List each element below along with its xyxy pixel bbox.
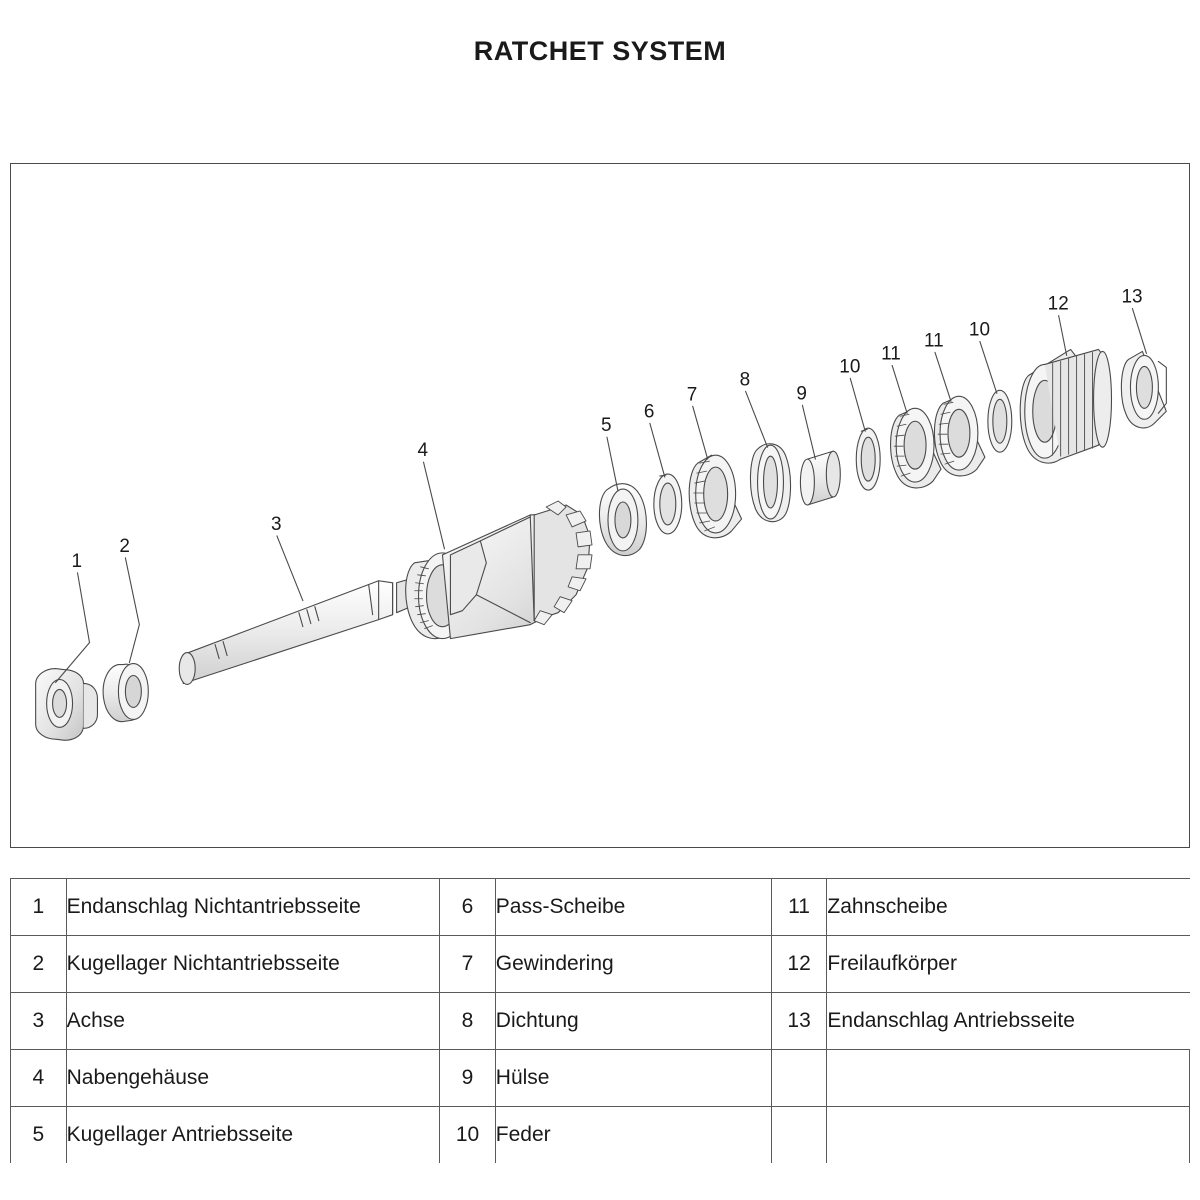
exploded-view-drawing <box>11 164 1189 847</box>
part-1-end-cap-nds <box>36 669 98 741</box>
legend-num: 9 <box>440 1050 496 1107</box>
callout-8: 8 <box>739 369 751 391</box>
legend-num: 3 <box>11 993 67 1050</box>
part-3-axle <box>179 579 410 685</box>
legend-blank-cell <box>827 1107 1190 1164</box>
table-row <box>11 1050 1190 1107</box>
table-row <box>11 993 1190 1050</box>
legend-num: 1 <box>11 879 67 936</box>
part-13-end-cap-ds <box>1121 351 1166 427</box>
legend-num: 7 <box>440 936 496 993</box>
part-6-shim-washer <box>654 474 682 534</box>
part-10-spring-b <box>988 390 1012 452</box>
part-4-hub-shell <box>406 501 592 639</box>
diagram-frame <box>10 163 1190 848</box>
callout-11-b: 11 <box>924 330 944 352</box>
legend-blank-cell <box>771 1050 827 1107</box>
legend-label: Achse <box>66 993 440 1050</box>
callout-4: 4 <box>417 440 429 462</box>
part-5-bearing-ds <box>599 484 646 556</box>
table-row <box>11 879 1190 936</box>
legend-label: Endanschlag Antriebsseite <box>827 993 1190 1050</box>
callout-2: 2 <box>119 535 130 557</box>
part-10-spring-a <box>856 428 880 490</box>
legend-label: Nabengehäuse <box>66 1050 440 1107</box>
legend-label: Pass-Scheibe <box>495 879 771 936</box>
part-11-ratchet-ring-a <box>891 408 941 488</box>
part-12-freehub-body <box>1020 349 1111 463</box>
callout-11-a: 11 <box>881 343 901 365</box>
parts-legend <box>10 878 1190 1163</box>
legend-blank-cell <box>771 1107 827 1164</box>
legend-label: Zahnscheibe <box>827 879 1190 936</box>
legend-num: 2 <box>11 936 67 993</box>
legend-num: 12 <box>771 936 827 993</box>
part-8-seal <box>750 444 790 522</box>
page-title: RATCHET SYSTEM <box>473 36 727 66</box>
legend-num: 6 <box>440 879 496 936</box>
legend-num: 10 <box>440 1107 496 1164</box>
callout-9: 9 <box>796 383 807 405</box>
part-7-threaded-ring <box>689 455 741 538</box>
legend-num: 8 <box>440 993 496 1050</box>
callout-1: 1 <box>71 550 83 572</box>
legend-label: Gewindering <box>495 936 771 993</box>
legend-blank-cell <box>827 1050 1190 1107</box>
legend-num: 13 <box>771 993 827 1050</box>
legend-label: Endanschlag Nichtantriebsseite <box>66 879 440 936</box>
legend-label: Kugellager Antriebsseite <box>66 1107 440 1164</box>
legend-label: Hülse <box>495 1050 771 1107</box>
callout-13: 13 <box>1121 286 1143 308</box>
table-row <box>11 936 1190 993</box>
part-2-bearing-nds <box>103 664 148 722</box>
callout-10-a: 10 <box>839 356 861 378</box>
part-11-ratchet-ring-b <box>934 396 984 476</box>
legend-num: 11 <box>771 879 827 936</box>
part-9-sleeve <box>800 451 840 505</box>
legend-label: Dichtung <box>495 993 771 1050</box>
legend-label: Freilaufkörper <box>827 936 1190 993</box>
legend-label: Kugellager Nichtantriebsseite <box>66 936 440 993</box>
legend-num: 5 <box>11 1107 67 1164</box>
legend-num: 4 <box>11 1050 67 1107</box>
callout-6: 6 <box>643 401 655 423</box>
callout-7: 7 <box>686 384 698 406</box>
callout-leader-lines <box>56 309 1147 683</box>
callout-5: 5 <box>600 415 612 437</box>
callout-10-b: 10 <box>968 319 990 341</box>
legend-label: Feder <box>495 1107 771 1164</box>
table-row <box>11 1107 1190 1164</box>
callout-12: 12 <box>1047 293 1069 315</box>
callout-3: 3 <box>270 513 282 535</box>
